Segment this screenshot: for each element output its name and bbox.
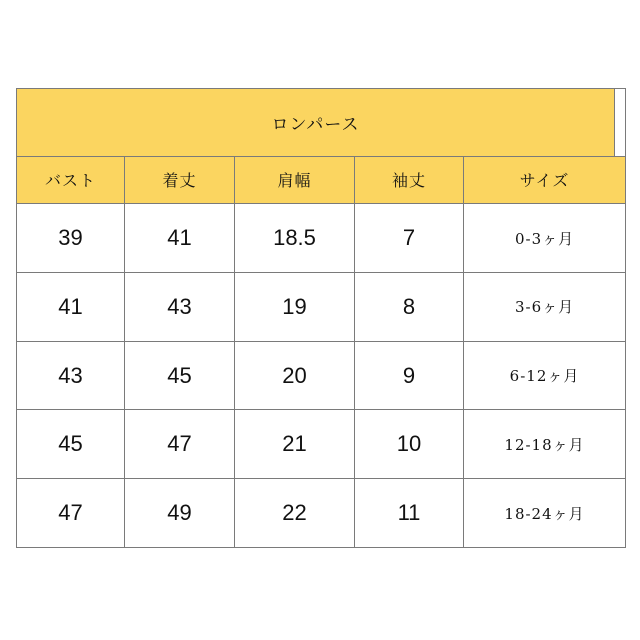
table-row [17, 341, 626, 410]
table-row [17, 410, 626, 479]
header-row [17, 156, 626, 204]
cell-sleeve: 9 [355, 341, 464, 410]
table-row [17, 479, 626, 548]
header-size: サイズ [464, 156, 626, 204]
cell-shoulder: 20 [235, 341, 355, 410]
cell-shoulder: 21 [235, 410, 355, 479]
cell-bust: 47 [17, 479, 125, 548]
cell-length: 45 [125, 341, 235, 410]
table-row [17, 272, 626, 341]
size-chart-table [16, 88, 626, 548]
header-length: 着丈 [125, 156, 235, 204]
cell-sleeve: 11 [355, 479, 464, 548]
cell-bust: 39 [17, 204, 125, 273]
cell-bust: 45 [17, 410, 125, 479]
title-row [17, 89, 626, 157]
cell-bust: 41 [17, 272, 125, 341]
cell-length: 49 [125, 479, 235, 548]
header-sleeve: 袖丈 [355, 156, 464, 204]
cell-size: 18-24ヶ月 [464, 479, 626, 548]
cell-size: 0-3ヶ月 [464, 204, 626, 273]
table-row [17, 204, 626, 273]
cell-size: 6-12ヶ月 [464, 341, 626, 410]
cell-length: 41 [125, 204, 235, 273]
cell-size: 3-6ヶ月 [464, 272, 626, 341]
cell-shoulder: 19 [235, 272, 355, 341]
cell-size: 12-18ヶ月 [464, 410, 626, 479]
cell-length: 47 [125, 410, 235, 479]
cell-sleeve: 10 [355, 410, 464, 479]
cell-length: 43 [125, 272, 235, 341]
cell-sleeve: 7 [355, 204, 464, 273]
cell-shoulder: 18.5 [235, 204, 355, 273]
cell-shoulder: 22 [235, 479, 355, 548]
title-row-spacer [615, 89, 626, 157]
header-shoulder: 肩幅 [235, 156, 355, 204]
cell-bust: 43 [17, 341, 125, 410]
cell-sleeve: 8 [355, 272, 464, 341]
header-bust: バスト [17, 156, 125, 204]
table-title: ロンパース [17, 89, 615, 157]
